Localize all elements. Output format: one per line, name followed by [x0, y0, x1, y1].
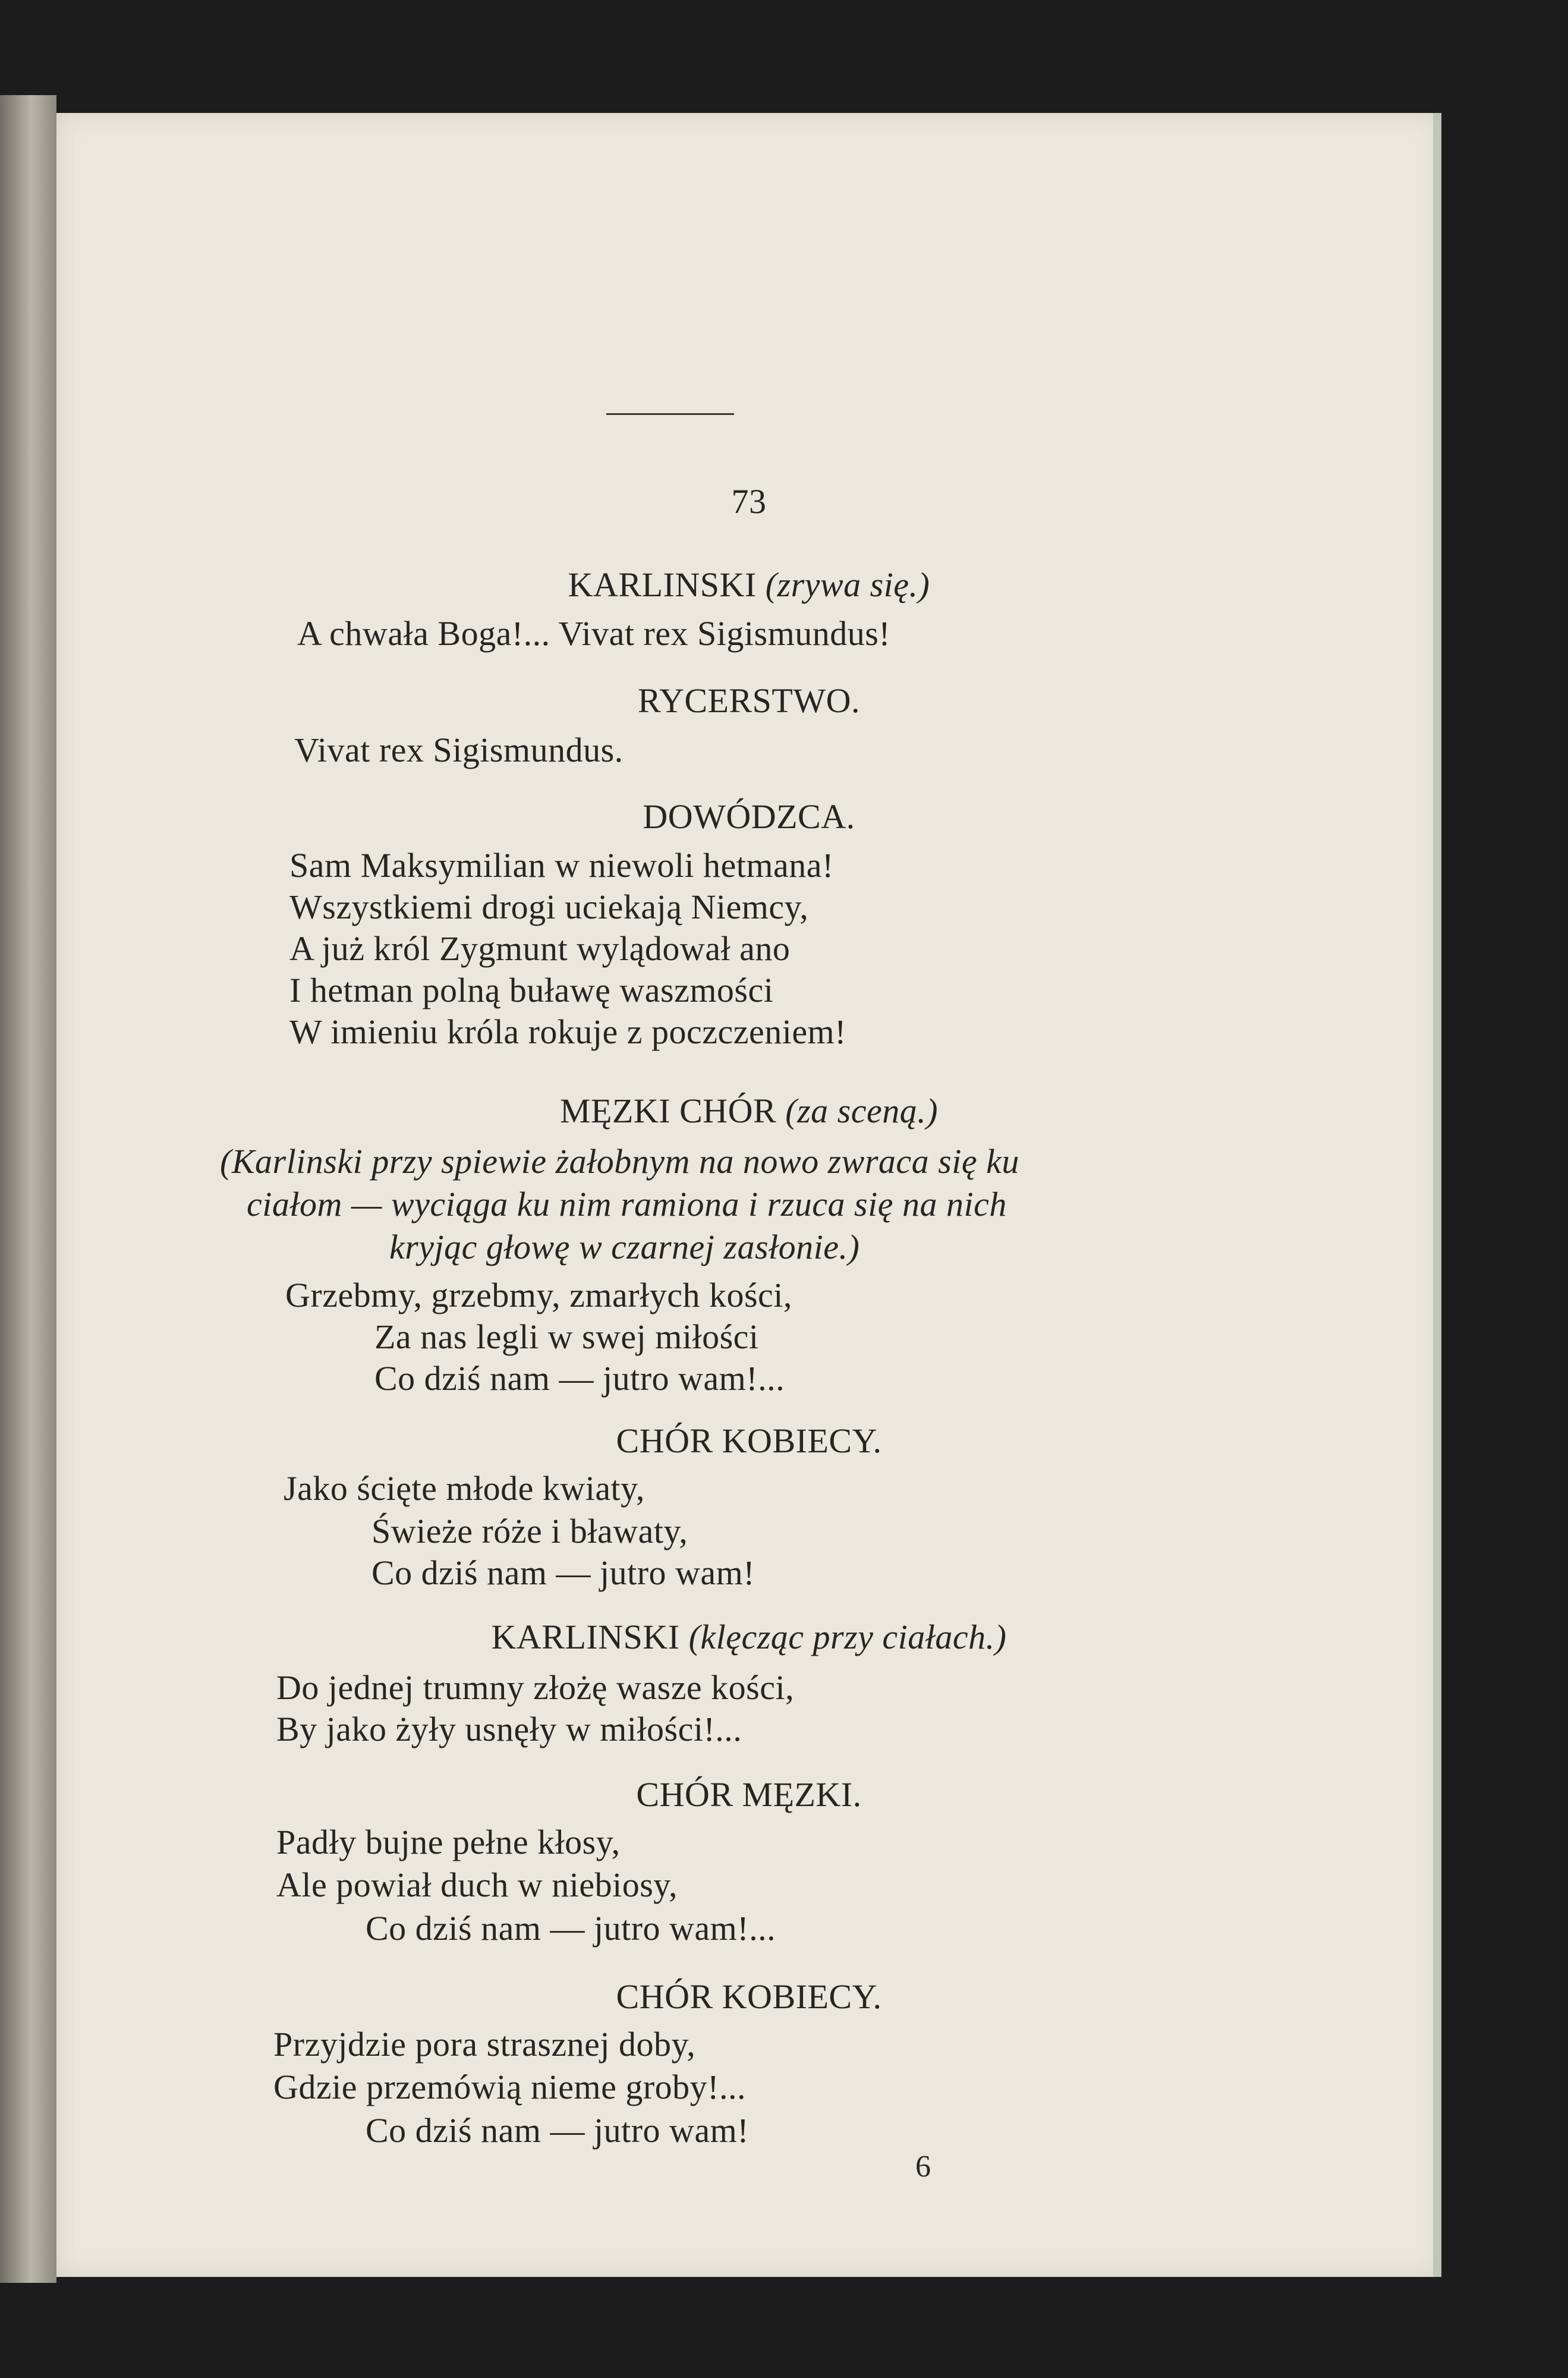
speaker-heading	[56, 1617, 1441, 1657]
page-text	[56, 113, 1441, 2277]
verse-line: Do jednej trumny złożę wasze kości,	[276, 1668, 795, 1707]
verse-line: Wszystkiemi drogi uciekają Niemcy,	[289, 888, 809, 926]
speaker-name: KARLINSKI	[491, 1618, 689, 1656]
speaker-heading: CHÓR MĘZKI.	[636, 1775, 862, 1814]
verse-line: Co dziś nam — jutro wam!...	[374, 1359, 785, 1398]
verse-line: Świeże róże i bławaty,	[371, 1512, 688, 1550]
page-number-rule	[606, 413, 734, 415]
stage-direction: (klęcząc przy ciałach.)	[688, 1618, 1007, 1656]
speaker-heading: CHÓR KOBIECY.	[616, 1977, 882, 2016]
page-number: 73	[731, 482, 767, 521]
speaker-heading: DOWÓDZCA.	[643, 797, 855, 836]
speaker-heading: RYCERSTWO.	[638, 681, 860, 720]
verse-line: Grzebmy, grzebmy, zmarłych kości,	[285, 1276, 792, 1314]
verse-line: A już król Zygmunt wylądował ano	[289, 929, 791, 968]
verse-line: Vivat rex Sigismundus.	[294, 731, 624, 769]
verse-line: Za nas legli w swej miłości	[374, 1317, 759, 1356]
stage-direction: (zrywa się.)	[765, 565, 930, 604]
verse-line: Ale powiał duch w niebiosy,	[276, 1866, 678, 1904]
verse-line: By jako żyły usnęły w miłości!...	[276, 1710, 742, 1748]
verse-line: Sam Maksymilian w niewoli hetmana!	[289, 846, 834, 885]
verse-line: W imieniu króla rokuje z poczczeniem!	[289, 1012, 846, 1051]
stage-direction: (za sceną.)	[785, 1092, 939, 1130]
sheet-signature-number: 6	[915, 2150, 931, 2184]
verse-line: A chwała Boga!... Vivat rex Sigismundus!	[297, 614, 891, 653]
speaker-heading: CHÓR KOBIECY.	[616, 1421, 882, 1460]
book-page	[56, 113, 1441, 2277]
speaker-name: MĘZKI CHÓR	[559, 1092, 786, 1130]
verse-line: Co dziś nam — jutro wam!	[366, 2111, 750, 2150]
verse-line: I hetman polną buławę waszmości	[289, 971, 774, 1009]
book-spine-edge	[0, 95, 56, 2283]
verse-line: Jako ścięte młode kwiaty,	[284, 1469, 645, 1508]
verse-line: Co dziś nam — jutro wam!	[371, 1553, 755, 1592]
stage-direction: kryjąc głowę w czarnej zasłonie.)	[389, 1228, 860, 1266]
stage-direction: (Karlinski przy spiewie żałobnym na nowo zwraca się ku	[220, 1142, 1019, 1181]
speaker-name: KARLINSKI	[568, 565, 766, 604]
verse-line: Gdzie przemówią nieme groby!...	[273, 2068, 746, 2106]
stage-direction: ciałom — wyciąga ku nim ramiona i rzuca się na nich	[247, 1185, 1007, 1223]
speaker-heading	[56, 565, 1441, 605]
verse-line: Przyjdzie pora strasznej doby,	[273, 2025, 696, 2064]
verse-line: Padły bujne pełne kłosy,	[276, 1823, 621, 1861]
verse-line: Co dziś nam — jutro wam!...	[366, 1909, 776, 1948]
speaker-heading	[56, 1091, 1441, 1131]
